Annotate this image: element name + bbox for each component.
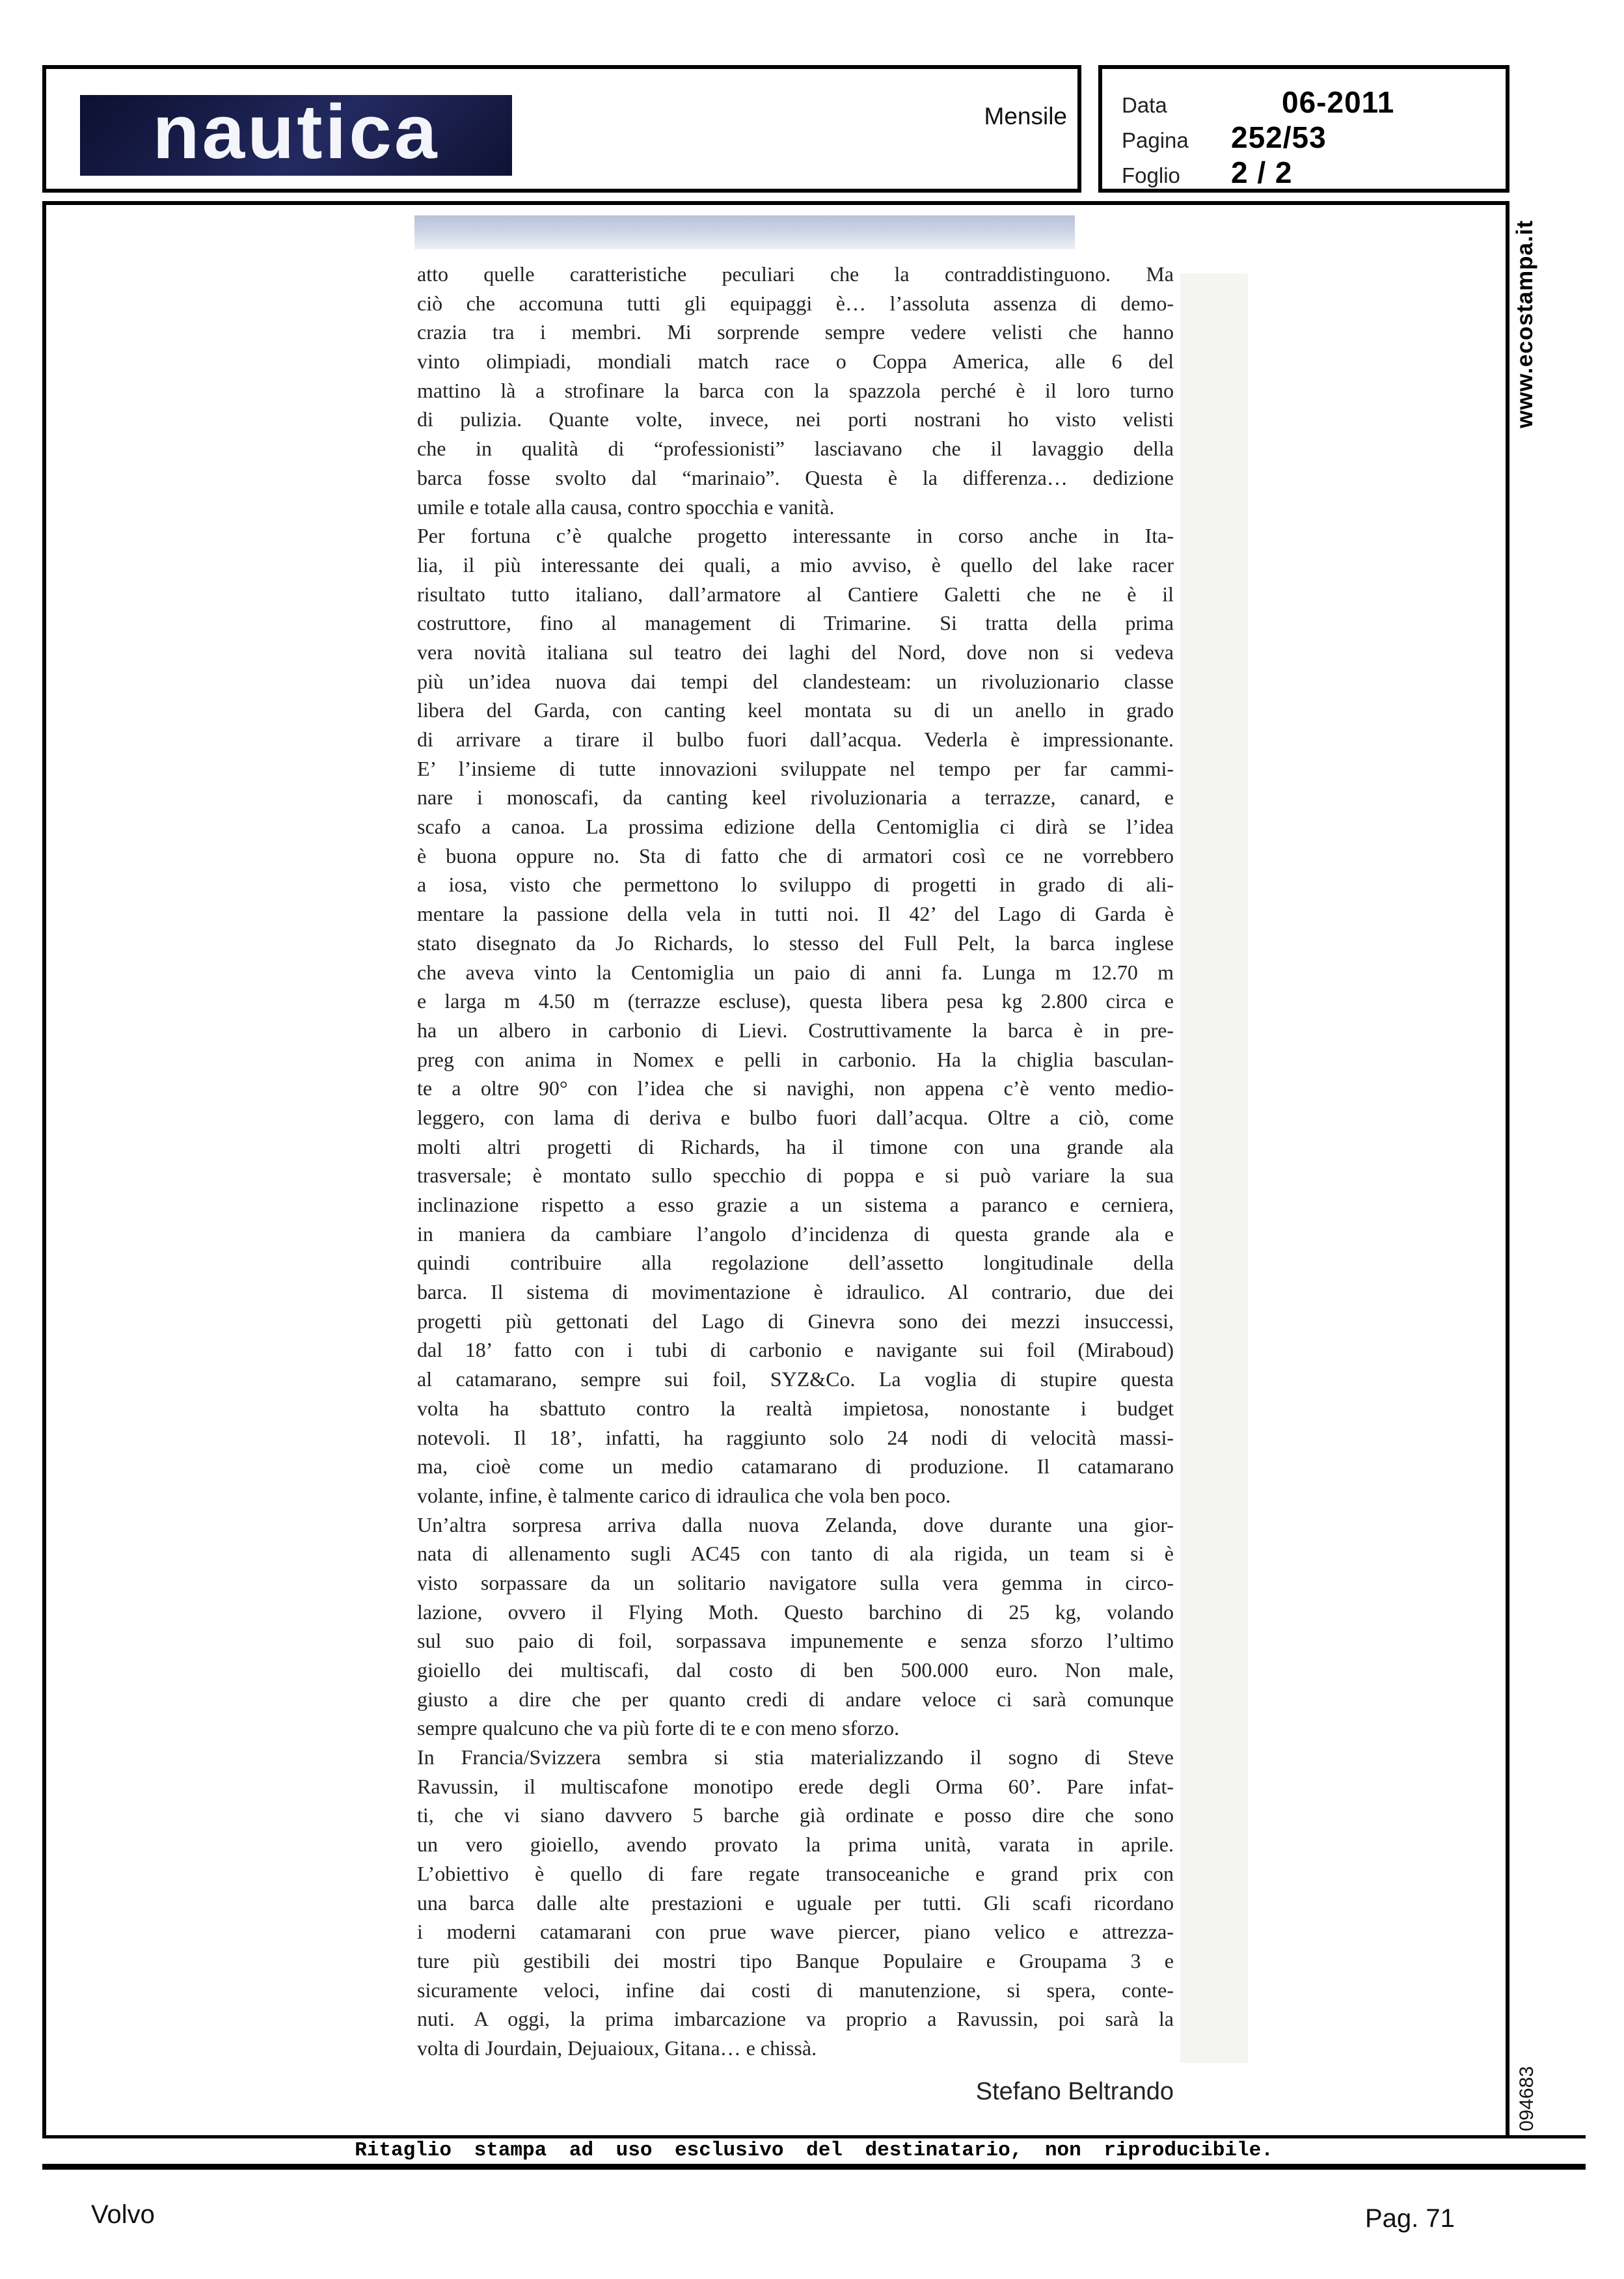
article-line: sul suo paio di foil, sorpassava impunemente e senza sforzo l’ultimo	[417, 1629, 1174, 1653]
article-line: e larga m 4.50 m (terrazze escluse), questa libera pesa kg 2.800 circa e	[417, 989, 1174, 1013]
author-signature: Stefano Beltrando	[975, 2078, 1174, 2105]
article-line: ciò che accomuna tutti gli equipaggi è… l’assoluta assenza di demo-	[417, 291, 1174, 315]
article-line: trasversale; è montato sullo specchio di poppa e si può variare la sua	[417, 1164, 1174, 1188]
article-line: stato disegnato da Jo Richards, lo stesso del Full Pelt, la barca inglese	[417, 931, 1174, 955]
article-line: progetti più gettonati del Lago di Ginevra sono dei mezzi insuccessi,	[417, 1309, 1174, 1333]
article-line: Un’altra sorpresa arriva dalla nuova Zelanda, dove durante una gior-	[417, 1512, 1174, 1536]
article-line: te a oltre 90° con l’idea che si navighi, non appena c’è vento medio-	[417, 1076, 1174, 1100]
article-line: più un’idea nuova dai tempi del clandesteam: un rivoluzionario classe	[417, 669, 1174, 693]
data-row	[1122, 85, 1499, 120]
article-line: una barca dalle alte prestazioni e uguale per tutti. Gli scafi ricordano	[417, 1890, 1174, 1915]
clipping-code-vertical: 094683	[1516, 2066, 1537, 2131]
article-line: molti altri progetti di Richards, ha il timone con una grande ala	[417, 1134, 1174, 1158]
article-line: che in qualità di “professionisti” lasciavano che il lavaggio della	[417, 437, 1174, 461]
article-line: ti, che vi siano davvero 5 barche già ordinate e posso dire che sono	[417, 1803, 1174, 1827]
data-value: 06-2011	[1282, 85, 1395, 119]
data-label: Data	[1122, 93, 1167, 117]
scan-artifact-band	[414, 215, 1075, 249]
article-line: in maniera da cambiare l’angolo d’incidenza di questa grande ala e	[417, 1221, 1174, 1246]
article-line: visto sorpassare da un solitario navigatore sulla vera gemma in circo-	[417, 1570, 1174, 1594]
foglio-row	[1122, 155, 1499, 190]
article-line: un vero gioiello, avendo provato la prima unità, varata in aprile.	[417, 1833, 1174, 1857]
article-line: libera del Garda, con canting keel montata su di un anello in grado	[417, 698, 1174, 722]
article-line: sempre qualcuno che va più forte di te e con meno sforzo.	[417, 1716, 900, 1740]
footer-disclaimer: Ritaglio stampa ad uso esclusivo del destinatario, non riproducibile.	[355, 2139, 1273, 2162]
article-line: i moderni catamarani con prue wave piercer, piano velico e attrezza-	[417, 1920, 1174, 1944]
article-line: barca. Il sistema di movimentazione è idraulico. Al contrario, due dei	[417, 1280, 1174, 1304]
article-line: risultato tutto italiano, dall’armatore al Cantiere Galetti che ne è il	[417, 582, 1174, 606]
article-line: vinto olimpiadi, mondiali match race o Coppa America, alle 6 del	[417, 349, 1174, 374]
article-line: crazia tra i membri. Mi sorprende sempre vedere velisti che hanno	[417, 320, 1174, 344]
article-line: umile e totale alla causa, contro spocchia e vanità.	[417, 495, 835, 519]
pagina-label: Pagina	[1122, 128, 1189, 152]
article-line: nare i monoscafi, da canting keel rivoluzionaria a terrazze, canard, e	[417, 785, 1174, 810]
article-line: giusto a dire che per quanto credi di andare veloce ci sarà comunque	[417, 1687, 1174, 1711]
article-line: di pulizia. Quante volte, invece, nei porti nostrani ho visto velisti	[417, 407, 1174, 431]
article-line: costruttore, fino al management di Trimarine. Si tratta della prima	[417, 611, 1174, 635]
nautica-logo-text: nautica	[152, 89, 440, 175]
footer-divider-thin	[42, 2135, 1586, 2138]
article-line: nuti. A oggi, la prima imbarcazione va proprio a Ravussin, poi sarà la	[417, 2007, 1174, 2031]
article-line: è buona oppure no. Sta di fatto che di armatori così ce ne vorrebbero	[417, 843, 1174, 867]
scan-artifact-streak	[1180, 273, 1248, 2063]
article-line: ha un albero in carbonio di Lievi. Costruttivamente la barca è in pre-	[417, 1018, 1174, 1042]
article-line: ma, cioè come un medio catamarano di produzione. Il catamarano	[417, 1454, 1174, 1479]
article-line: che aveva vinto la Centomiglia un paio di anni fa. Lunga m 12.70 m	[417, 960, 1174, 984]
article-line: leggero, con lama di deriva e bulbo fuori dall’acqua. Oltre a ciò, come	[417, 1105, 1174, 1129]
foglio-value: 2 / 2	[1231, 156, 1293, 189]
article-line: mentare la passione della vela in tutti noi. Il 42’ del Lago di Garda è	[417, 902, 1174, 926]
client-label: Volvo	[91, 2200, 155, 2229]
ecostampa-url-vertical: www.ecostampa.it	[1512, 219, 1537, 428]
article-line: volta ha sbattuto contro la realtà impietosa, nonostante i budget	[417, 1396, 1174, 1420]
article-line: atto quelle caratteristiche peculiari che la contraddistinguono. Ma	[417, 262, 1174, 286]
article-line: Per fortuna c’è qualche progetto interessante in corso anche in Ita-	[417, 524, 1174, 548]
article-line: preg con anima in Nomex e pelli in carbonio. Ha la chiglia basculan-	[417, 1047, 1174, 1071]
article-line: L’obiettivo è quello di fare regate transoceaniche e grand prix con	[417, 1861, 1174, 1885]
publication-info-box	[1098, 65, 1509, 193]
article-line: a iosa, visto che permettono lo sviluppo di progetti in grado di ali-	[417, 873, 1174, 897]
pagina-row	[1122, 120, 1499, 155]
pagina-value: 252/53	[1231, 120, 1327, 154]
article-line: ture più gestibili dei mostri tipo Banque Populaire e Groupama 3 e	[417, 1948, 1174, 1972]
article-line: gioiello dei multiscafi, dal costo di ben 500.000 euro. Non male,	[417, 1658, 1174, 1682]
article-line: di arrivare a tirare il bulbo fuori dall’acqua. Vederla è impressionante.	[417, 728, 1174, 751]
article-line: E’ l’insieme di tutte innovazioni sviluppate nel tempo per far cammi-	[417, 756, 1174, 780]
article-line: volta di Jourdain, Dejuaioux, Gitana… e chissà.	[417, 2036, 817, 2060]
article-line: vera novità italiana sul teatro dei laghi del Nord, dove non si vedeva	[417, 640, 1174, 664]
article-line: In Francia/Svizzera sembra si stia materializzando il sogno di Steve	[417, 1745, 1174, 1769]
masthead-box	[42, 65, 1081, 193]
article-line: notevoli. Il 18’, infatti, ha raggiunto solo 24 nodi di velocità massi-	[417, 1425, 1174, 1449]
article-line: lazione, ovvero il Flying Moth. Questo barchino di 25 kg, volando	[417, 1600, 1174, 1624]
frequency-label: Mensile	[984, 103, 1067, 130]
article-line: al catamarano, sempre sui foil, SYZ&Co. La voglia di stupire questa	[417, 1367, 1174, 1391]
article-line: nata di allenamento sugli AC45 con tanto di ala rigida, un team si è	[417, 1542, 1174, 1566]
article-line: Ravussin, il multiscafone monotipo erede degli Orma 60’. Pare infat-	[417, 1774, 1174, 1798]
article-line: barca fosse svolto dal “marinaio”. Questa è la differenza… dedizione	[417, 465, 1174, 489]
article-line: dal 18’ fatto con i tubi di carbonio e navigante sui foil (Miraboud)	[417, 1338, 1174, 1362]
nautica-logo	[80, 89, 512, 176]
foglio-label: Foglio	[1122, 163, 1180, 187]
article-line: quindi contribuire alla regolazione dell’assetto longitudinale della	[417, 1251, 1174, 1275]
article-text	[417, 260, 1174, 2063]
article-line: volante, infine, è talmente carico di idraulica che vola ben poco.	[417, 1483, 951, 1507]
article-line: scafo a canoa. La prossima edizione della Centomiglia ci dirà se l’idea	[417, 815, 1174, 839]
article-line: inclinazione rispetto a esso grazie a un sistema a paranco e cerniera,	[417, 1193, 1174, 1216]
footer-divider-thick	[42, 2164, 1586, 2170]
article-line: lia, il più interessante dei quali, a mio avviso, è quello del lake racer	[417, 553, 1174, 577]
page-number: Pag. 71	[1365, 2204, 1455, 2233]
article-line: sicuramente veloci, infine dai costi di manutenzione, si spera, conte-	[417, 1978, 1174, 2002]
article-line: mattino là a strofinare la barca con la spazzola perché è il loro turno	[417, 378, 1174, 402]
